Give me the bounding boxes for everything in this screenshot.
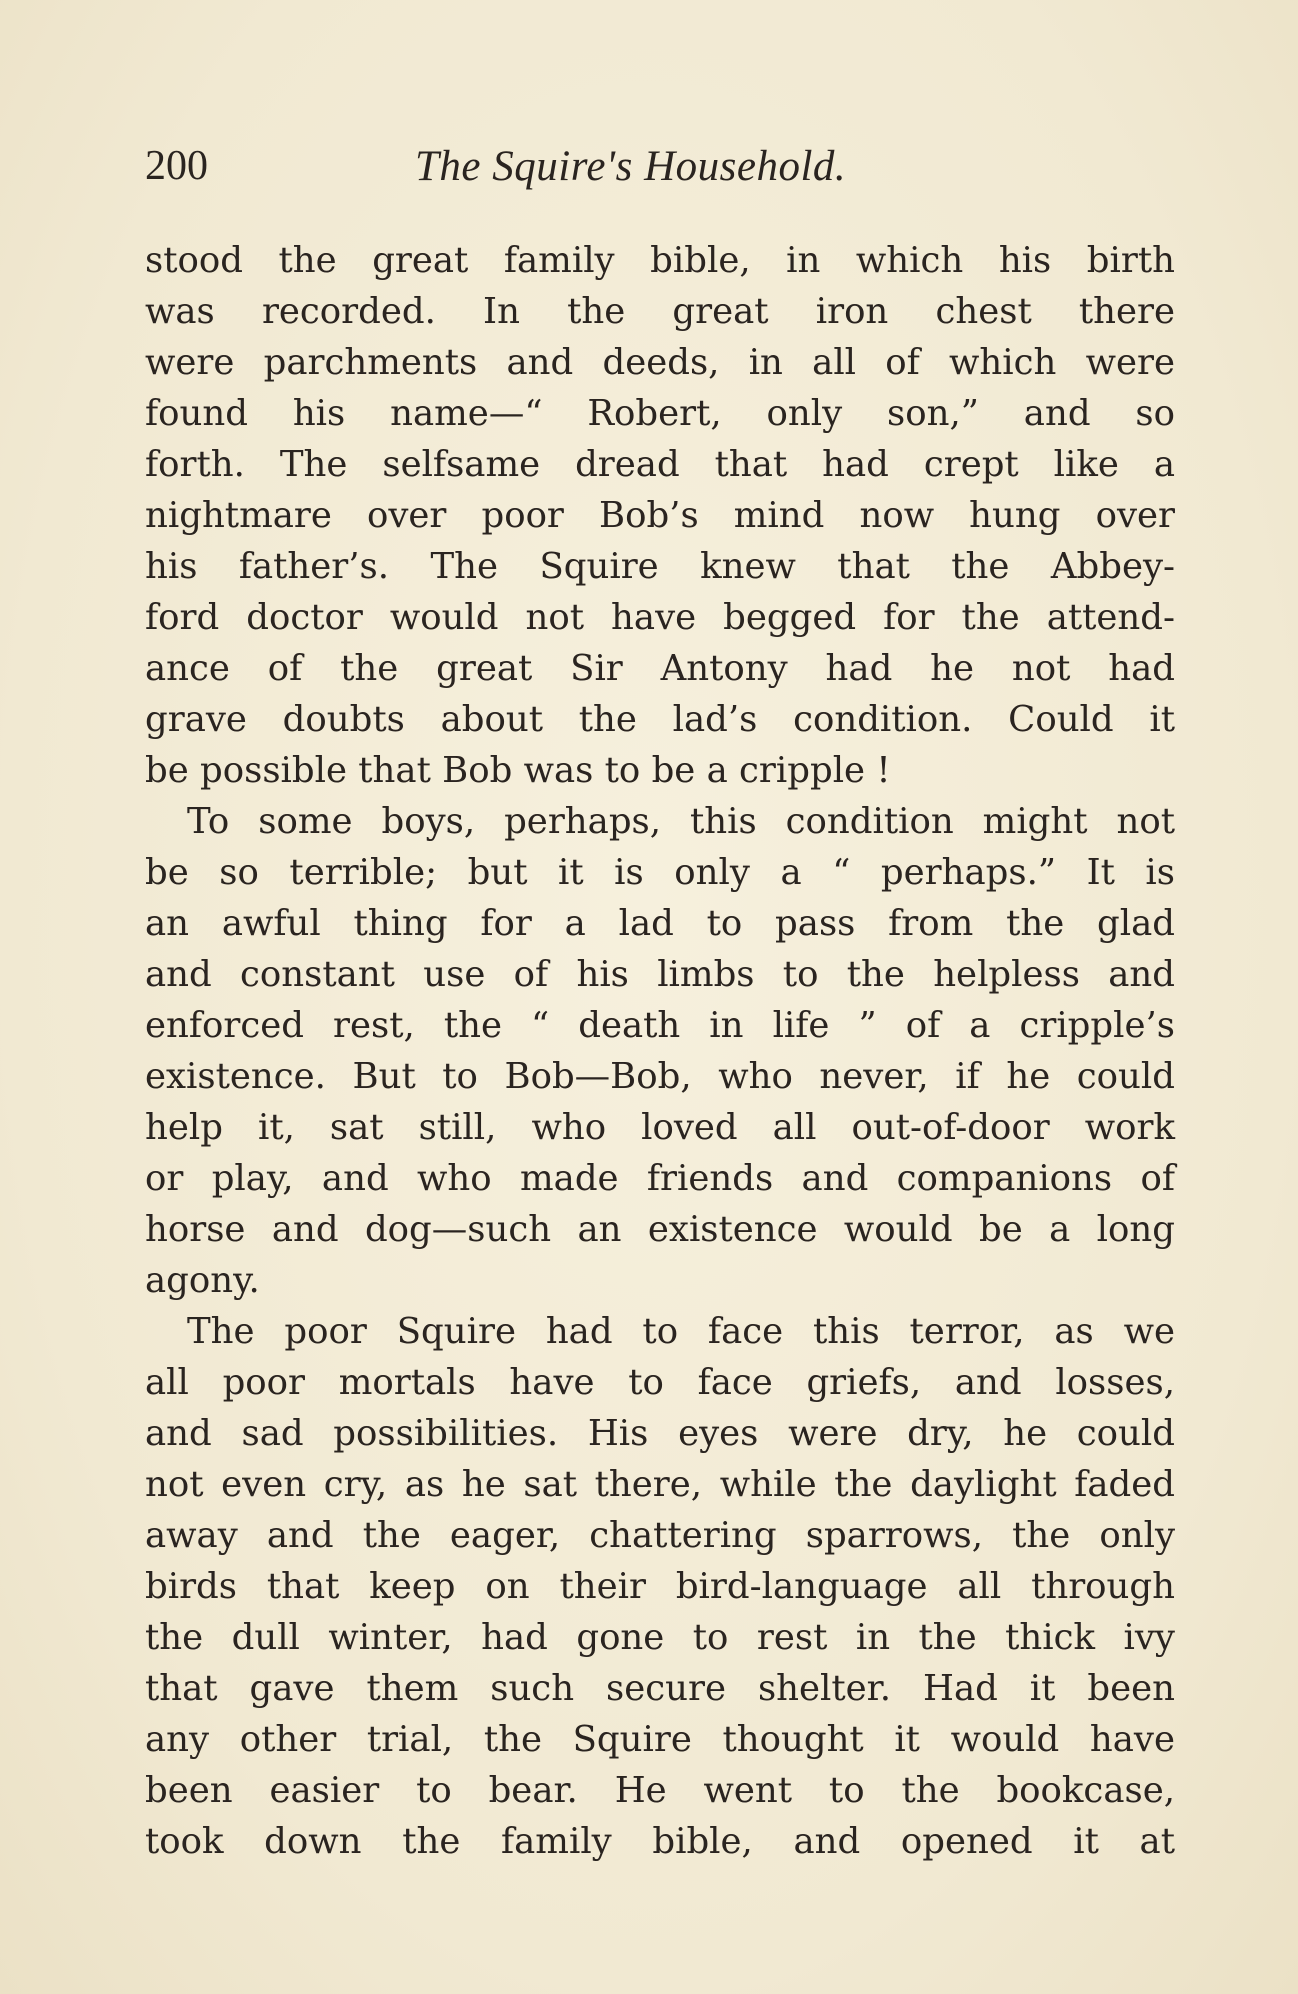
text-line: ance of the great Sir Antony had he not had xyxy=(145,648,1175,689)
text-line: To some boys, perhaps, this condition might not xyxy=(187,801,1175,842)
body-text xyxy=(145,235,1175,1867)
text-line: be possible that Bob was to be a cripple ! xyxy=(145,750,891,791)
text-line: away and the eager, chattering sparrows, the only xyxy=(145,1515,1175,1556)
text-line: were parchments and deeds, in all of which were xyxy=(145,342,1175,383)
text-line: enforced rest, the “ death in life ” of a cripple’s xyxy=(145,1005,1175,1046)
text-line: grave doubts about the lad’s condition. Could it xyxy=(145,699,1175,740)
text-line: all poor mortals have to face griefs, and losses, xyxy=(145,1362,1175,1403)
text-line: birds that keep on their bird-language all through xyxy=(145,1566,1175,1607)
text-line: found his name—“ Robert, only son,” and so xyxy=(145,393,1175,434)
text-line: been easier to bear. He went to the bookcase, xyxy=(145,1770,1175,1811)
text-line: horse and dog—such an existence would be a long xyxy=(145,1209,1175,1250)
text-line: the dull winter, had gone to rest in the thick ivy xyxy=(145,1617,1175,1658)
running-title: The Squire's Household. xyxy=(415,143,847,190)
text-line: stood the great family bible, in which his birth xyxy=(145,240,1175,281)
text-line: not even cry, as he sat there, while the daylight faded xyxy=(145,1464,1175,1505)
text-line: or play, and who made friends and companions of xyxy=(145,1158,1175,1199)
text-line: ford doctor would not have begged for the attend- xyxy=(145,597,1175,638)
text-line: his father’s. The Squire knew that the Abbey- xyxy=(145,546,1175,587)
text-line: forth. The selfsame dread that had crept like a xyxy=(145,444,1175,485)
text-line: and sad possibilities. His eyes were dry, he could xyxy=(145,1413,1175,1454)
text-line: The poor Squire had to face this terror, as we xyxy=(187,1311,1175,1352)
text-line: an awful thing for a lad to pass from the glad xyxy=(145,903,1175,944)
text-line: any other trial, the Squire thought it would have xyxy=(145,1719,1175,1760)
text-line: took down the family bible, and opened it at xyxy=(145,1821,1175,1862)
page-number: 200 xyxy=(145,143,208,189)
text-line: help it, sat still, who loved all out-of-door work xyxy=(145,1107,1175,1148)
text-line: be so terrible; but it is only a “ perhaps.” It is xyxy=(145,852,1175,893)
text-line: nightmare over poor Bob’s mind now hung over xyxy=(145,495,1175,536)
text-line: and constant use of his limbs to the helpless and xyxy=(145,954,1175,995)
text-line: that gave them such secure shelter. Had it been xyxy=(145,1668,1175,1709)
running-head xyxy=(145,142,1175,202)
text-line: agony. xyxy=(145,1260,260,1301)
text-line: existence. But to Bob—Bob, who never, if he could xyxy=(145,1056,1175,1097)
text-line: was recorded. In the great iron chest there xyxy=(145,291,1175,332)
